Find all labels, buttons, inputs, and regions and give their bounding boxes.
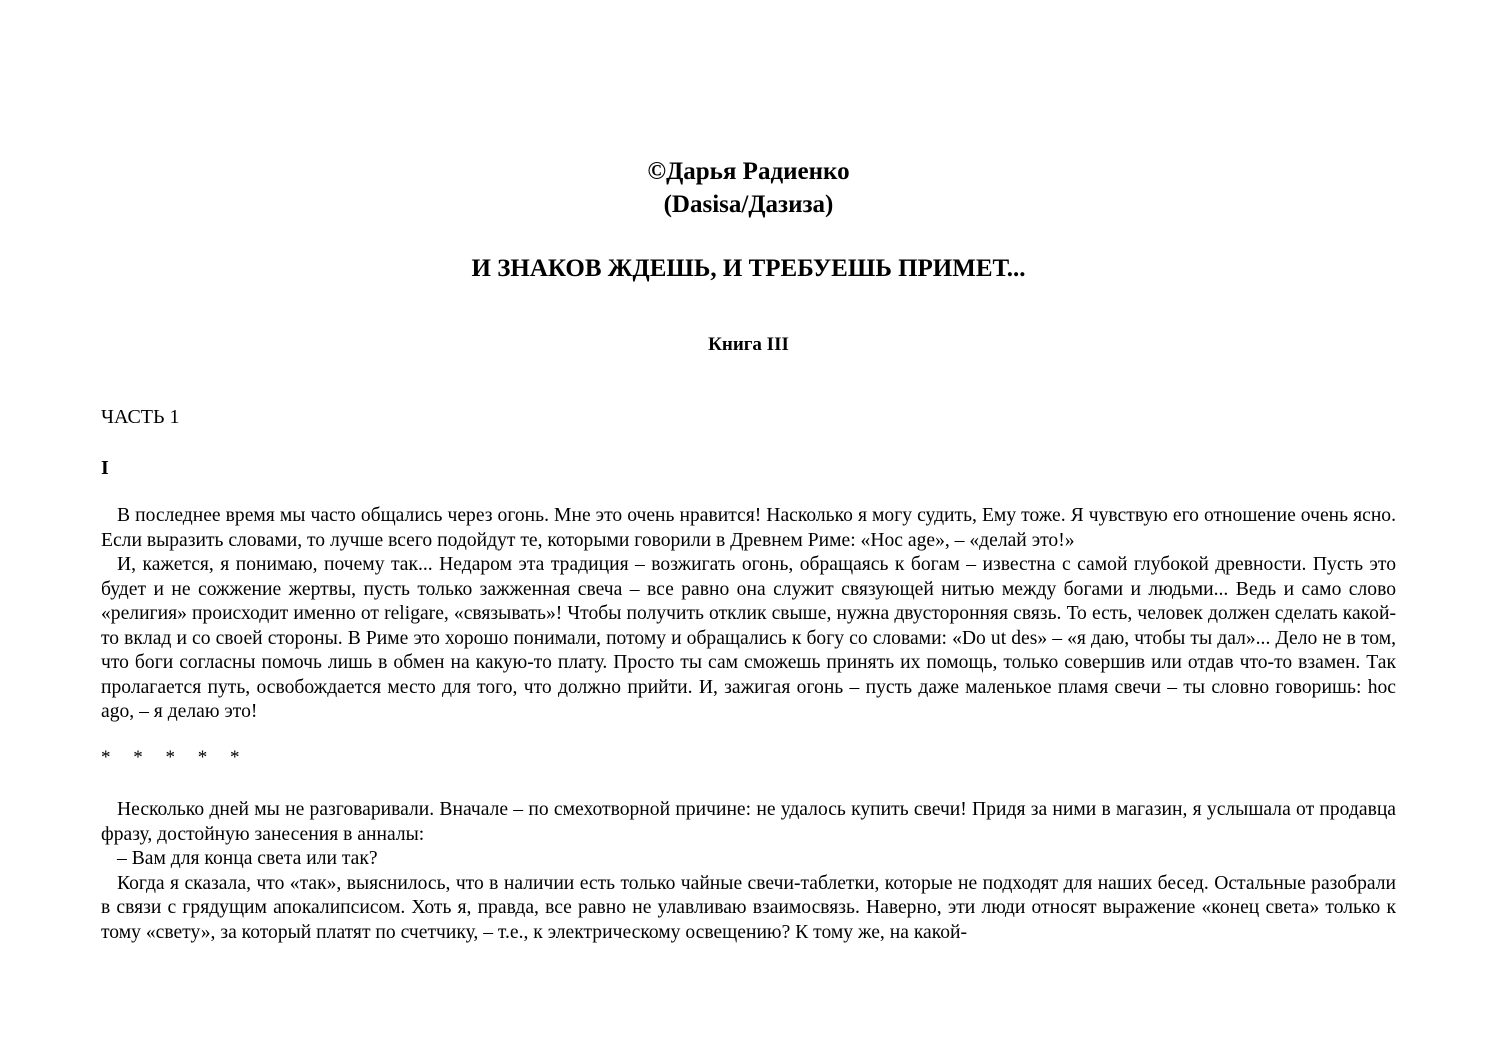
- pen-name: (Dasisa/Дазиза): [663, 191, 834, 218]
- section-2-text: [101, 798, 1396, 945]
- chapter-heading: I: [101, 457, 109, 479]
- part-heading: ЧАСТЬ 1: [101, 406, 180, 428]
- paragraph: В последнее время мы часто общались через огонь. Мне это очень нравится! Насколько я могу судить, Ему тоже. Я чувствую его отношение очень ясно. Если выразить словами, то лучше всего подойдут те, которыми говорили в Древнем Риме: «Hoc age», – «делай это!»: [101, 505, 1396, 551]
- paragraph: И, кажется, я понимаю, почему так... Недаром эта традиция – возжигать огонь, обращаясь к богам – известна с самой глубокой древности. Пусть это будет и не сожжение жертвы, пусть только зажженная свеча – все равно она служит связующей нитью между богами и людьми... Ведь и само слово «религия» происходит именно от religare, «связывать»! Чтобы получить отклик свыше, нужна двусторонняя связь. То есть, человек должен сделать какой-то вклад и со своей стороны. В Риме это хорошо понимали, потому и обращались к богу со словами: «Do ut des» – «я даю, чтобы ты дал»... Дело не в том, что боги согласны помочь лишь в обмен на какую-то плату. Просто ты сам сможешь принять их помощь, только совершив или отдав что-то взамен. Так пролагается путь, освобождается место для того, что должно прийти. И, зажигая огонь – пусть даже маленькое пламя свечи – ты словно говоришь: hoc ago, – я делаю это!: [101, 554, 1396, 722]
- book-number: Книга III: [708, 334, 789, 355]
- book-title: И ЗНАКОВ ЖДЕШЬ, И ТРЕБУЕШЬ ПРИМЕТ...: [471, 255, 1026, 282]
- paragraph: Когда я сказала, что «так», выяснилось, что в наличии есть только чайные свечи-таблетки, которые не подходят для наших бесед. Остальные разобрали в связи с грядущим апокалипсисом. Хоть я, правда, все равно не улавливаю взаимосвязь. Наверно, эти люди относят выражение «конец света» только к тому «свету», за который платят по счетчику, – т.е., к электрическому освещению? К тому же, на какой-: [101, 872, 1396, 943]
- section-separator: * * * * *: [101, 747, 240, 768]
- author-name: ©Дарья Радиенко: [647, 158, 850, 185]
- paragraph: – Вам для конца света или так?: [117, 848, 378, 869]
- section-1-text: [101, 504, 1396, 725]
- paragraph: Несколько дней мы не разговаривали. Вначале – по смехотворной причине: не удалось купить свечи! Придя за ними в магазин, я услышала от продавца фразу, достойную занесения в анналы:: [101, 799, 1396, 845]
